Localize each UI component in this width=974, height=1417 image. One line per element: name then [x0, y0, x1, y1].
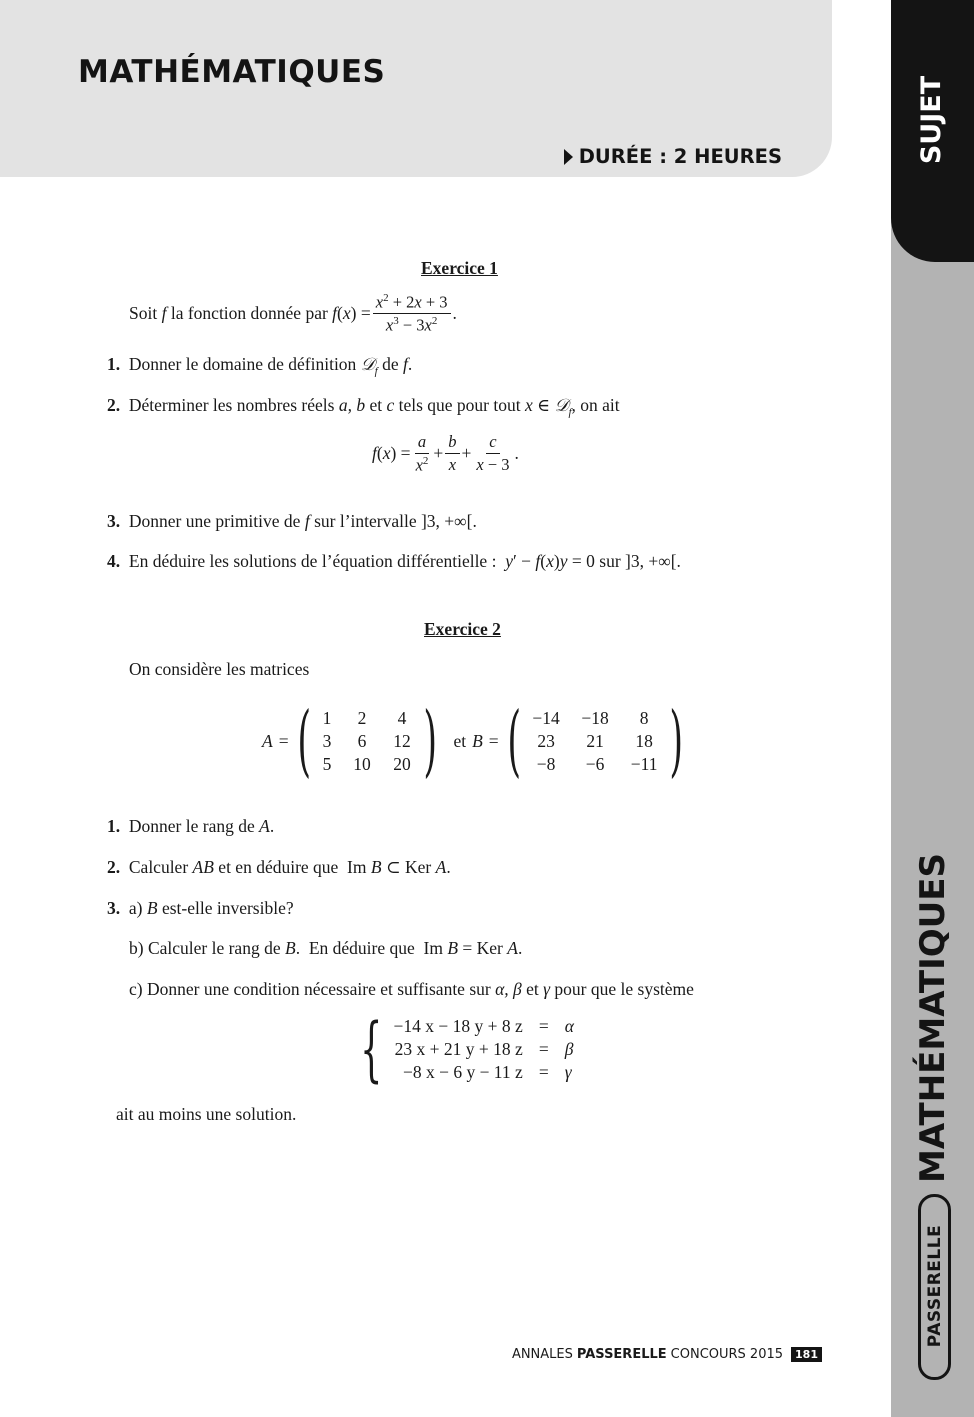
triangle-bullet-icon — [564, 149, 573, 165]
system-term: β — [564, 1038, 574, 1059]
matrix-a-cell: 3 — [322, 730, 332, 751]
exercise2-q3a: 3. a) B est-elle inversible? — [107, 898, 294, 918]
matrix-b-cell: 21 — [586, 730, 604, 751]
system-term: = — [538, 1015, 549, 1036]
matrix-a-cell: 10 — [353, 753, 371, 774]
system-term: α — [564, 1015, 574, 1036]
matrix-b-cell: −11 — [630, 753, 658, 774]
page-title: MATHÉMATIQUES — [78, 54, 386, 90]
matrix-b-cell: 8 — [639, 707, 649, 728]
system-term: = — [538, 1038, 549, 1059]
passerelle-logo-text: PASSERELLE — [925, 1224, 945, 1348]
exercise1-q3: 3. Donner une primitive de f sur l’intervalle ]3, +∞[. — [107, 511, 477, 531]
matrix-b-cell: −8 — [536, 753, 556, 774]
duration-text: DURÉE : 2 HEURES — [578, 145, 782, 168]
matrix-a-cell: 6 — [357, 730, 367, 751]
matrix-a-cell: 1 — [322, 707, 332, 728]
system-term: −14 x − 18 y + 8 z — [393, 1015, 523, 1036]
exercise1-title: Exercice 1 — [421, 258, 498, 278]
exercise1-q4: 4. En déduire les solutions de l’équation différentielle : y′ − f(x)y = 0 sur ]3, +∞[. — [107, 551, 681, 571]
exercise1-intro-mid: la fonction donnée par — [170, 303, 328, 324]
page-number: 181 — [791, 1347, 822, 1362]
exercise2-q3b: b) Calculer le rang de B. En déduire que Im B = Ker A. — [129, 938, 523, 958]
system-term: 23 x + 21 y + 18 z — [394, 1038, 523, 1059]
matrix-a: ( 1 2 4 3 6 12 5 10 20 ) — [296, 696, 438, 786]
function-fraction: $\frac{x^2 + 2x + 3}{x^3 - 3x^2}$ — [373, 292, 451, 336]
sidebar-tab-label: SUJET — [916, 75, 947, 165]
footer-brand: PASSERELLE — [576, 1347, 667, 1362]
matrix-b: ( −14 −18 8 23 21 18 −8 −6 −11 ) — [507, 696, 684, 786]
linear-system: { −14 x − 18 y + 8 z = α 23 x + 21 y + 18 z = β −8 x − 6 y − 11 z = γ — [360, 1008, 574, 1090]
footer-suffix: CONCOURS 2015 — [670, 1347, 784, 1362]
matrix-a-cell: 12 — [393, 730, 411, 751]
matrix-a-cell: 5 — [322, 753, 332, 774]
exercise2-title: Exercice 2 — [424, 619, 501, 639]
exercise1-intro: Soit f la fonction donnée par f ( x ) = $\frac{x^2 + 2x + 3}{x^3 - 3x^2}$ . — [129, 292, 457, 335]
sidebar-subject: MATHÉMATIQUES — [913, 853, 953, 1183]
matrix-a-cell: 4 — [397, 707, 407, 728]
system-term: −8 x − 6 y − 11 z — [402, 1061, 523, 1082]
exercise2-q1: 1. Donner le rang de A. — [107, 816, 275, 836]
system-term: = — [538, 1061, 549, 1082]
exercise2-q3c: c) Donner une condition nécessaire et suffisante sur α, β et γ pour que le système — [129, 979, 694, 999]
exercise2-q2: 2. Calculer AB et en déduire que Im B ⊂ Ker A. — [107, 857, 451, 877]
matrix-b-cell: −6 — [585, 753, 605, 774]
matrix-b-cell: −18 — [581, 707, 609, 728]
system-term: γ — [564, 1061, 572, 1082]
duration-label — [564, 145, 782, 168]
exercise1-q1: 1. Donner le domaine de définition 𝒟$_f$ de f. — [107, 354, 413, 378]
matrix-b-cell: 18 — [635, 730, 653, 751]
exercise1-intro-prefix: Soit — [129, 303, 158, 324]
matrices-display: A = ( 1 2 4 3 6 12 5 10 20 ) et B = ( −14 −18 8 23 21 18 −8 −6 −11 ) — [262, 706, 692, 776]
exercise2-intro: On considère les matrices — [129, 659, 310, 679]
exercise2-outro: ait au moins une solution. — [116, 1104, 297, 1124]
decomposition-formula: f ( x ) = $\frac{a}{x^2}$ + $\frac{b}{x}$ + $\frac{c}{x - 3}$ . — [372, 432, 519, 475]
matrix-b-cell: −14 — [532, 707, 560, 728]
matrix-a-cell: 20 — [393, 753, 411, 774]
footer — [512, 1347, 822, 1362]
matrix-connector: et — [453, 730, 467, 751]
exercise1-q2: 2. Déterminer les nombres réels a, b et c tels que pour tout x ∈ 𝒟$_f$, on ait — [107, 395, 620, 419]
matrix-b-cell: 23 — [537, 730, 555, 751]
footer-prefix: ANNALES — [511, 1347, 573, 1362]
matrix-a-cell: 2 — [357, 707, 367, 728]
